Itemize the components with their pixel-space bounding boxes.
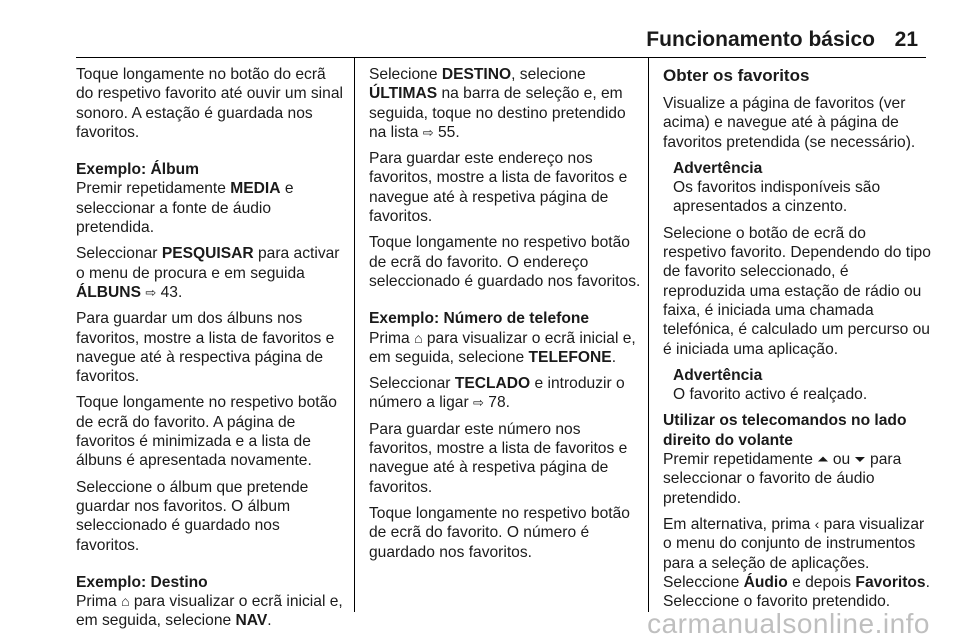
- paragraph: Selecione DESTINO, selecione ÚLTIMAS na barra de seleção e, em seguida, toque no destino pretendido na lista ⇨ 55.: [369, 66, 626, 141]
- column-2: [369, 65, 641, 569]
- ref-arrow-icon: ⇨: [145, 284, 157, 300]
- paragraph: Toque longamente no respetivo botão de ecrã do favorito. O número é guardado nos favoritos.: [369, 504, 630, 561]
- note-title: Advertência: [673, 159, 763, 177]
- subheading-telecomandos: Utilizar os telecomandos no lado direito do volante: [663, 412, 907, 449]
- paragraph: Prima ⌂ para visualizar o ecrã inicial e, em seguida, selecione NAV.: [76, 593, 343, 630]
- column-3: [663, 65, 931, 618]
- paragraph: Toque longamente no respetivo botão de ecrã do favorito. A página de favoritos é minimizada e a lista de álbuns é apresentada novamente.: [76, 394, 337, 470]
- paragraph: Premir repetidamente MEDIA e seleccionar a fonte de áudio pretendida.: [76, 180, 294, 237]
- paragraph: Toque longamente no respetivo botão de ecrã do favorito. O endereço seleccionado é guardado nos favoritos.: [369, 234, 641, 290]
- subheading-album: Exemplo: Álbum: [76, 161, 200, 179]
- favorite-up-icon: ⏶: [817, 451, 829, 468]
- paragraph: Para guardar este endereço nos favoritos, mostre a lista de favoritos e navegue até à respetiva página de favoritos.: [369, 150, 628, 226]
- paragraph: Em alternativa, prima ‹ para visualizar o menu do conjunto de instrumentos para a seleção de aplicações. Seleccione Áudio e depois Favoritos. Seleccione o favorito pretendido.: [663, 515, 930, 611]
- paragraph: Premir repetidamente ⏶ ou ⏷ para seleccionar o favorito de áudio pretendido.: [663, 451, 902, 507]
- header-title: Funcionamento básico: [646, 28, 875, 51]
- paragraph: Seleccionar TECLADO e introduzir o número a ligar ⇨ 78.: [369, 375, 625, 412]
- paragraph: Toque longamente no botão do ecrã do respetivo favorito até ouvir um sinal sonoro. A estação é guardada nos favoritos.: [76, 66, 343, 141]
- paragraph: Seleccionar PESQUISAR para activar o menu de procura e em seguida ÁLBUNS ⇨ 43.: [76, 245, 340, 301]
- chevron-left-icon: ‹: [814, 515, 820, 532]
- paragraph: Seleccione o álbum que pretende guardar nos favoritos. O álbum seleccionado é guardado nos favoritos.: [76, 478, 309, 554]
- note-title: Advertência: [673, 366, 763, 384]
- note-text: O favorito activo é realçado.: [673, 386, 868, 404]
- home-icon: ⌂: [414, 329, 423, 346]
- page-header: [0, 0, 960, 58]
- home-icon: ⌂: [121, 593, 130, 610]
- page-number: 21: [894, 28, 918, 51]
- subheading-telefone: Exemplo: Número de telefone: [369, 310, 590, 328]
- watermark: carmanualsonline.info: [647, 608, 930, 639]
- note-text: Os favoritos indisponíveis são apresentados a cinzento.: [673, 179, 881, 216]
- subheading-destino: Exemplo: Destino: [76, 573, 208, 591]
- favorite-down-icon: ⏷: [854, 451, 866, 468]
- paragraph: Selecione o botão de ecrã do respetivo favorito. Dependendo do tipo de favorito seleccionado, é reproduzida uma estação de rádio ou faixa, é iniciada uma chamada telefónica, é calculado um percurso ou é iniciada uma aplicação.: [663, 224, 931, 358]
- paragraph: Para guardar um dos álbuns nos favoritos, mostre a lista de favoritos e navegue até à respectiva página de favoritos.: [76, 310, 335, 386]
- paragraph: Para guardar este número nos favoritos, mostre a lista de favoritos e navegue até à respetiva página de favoritos.: [369, 420, 628, 496]
- column-1: [76, 65, 344, 638]
- note-box: [663, 159, 931, 217]
- paragraph: Prima ⌂ para visualizar o ecrã inicial e, em seguida, selecione TELEFONE.: [369, 329, 636, 366]
- column-divider-2: [648, 57, 649, 612]
- header-rule: [76, 57, 926, 58]
- note-box: [663, 366, 931, 405]
- paragraph: Visualize a página de favoritos (ver acima) e navegue até à página de favoritos pretendida (se necessário).: [663, 95, 916, 151]
- column-divider-1: [354, 57, 355, 612]
- section-heading: Obter os favoritos: [663, 66, 810, 85]
- ref-arrow-icon: ⇨: [422, 124, 434, 140]
- ref-arrow-icon: ⇨: [473, 395, 484, 411]
